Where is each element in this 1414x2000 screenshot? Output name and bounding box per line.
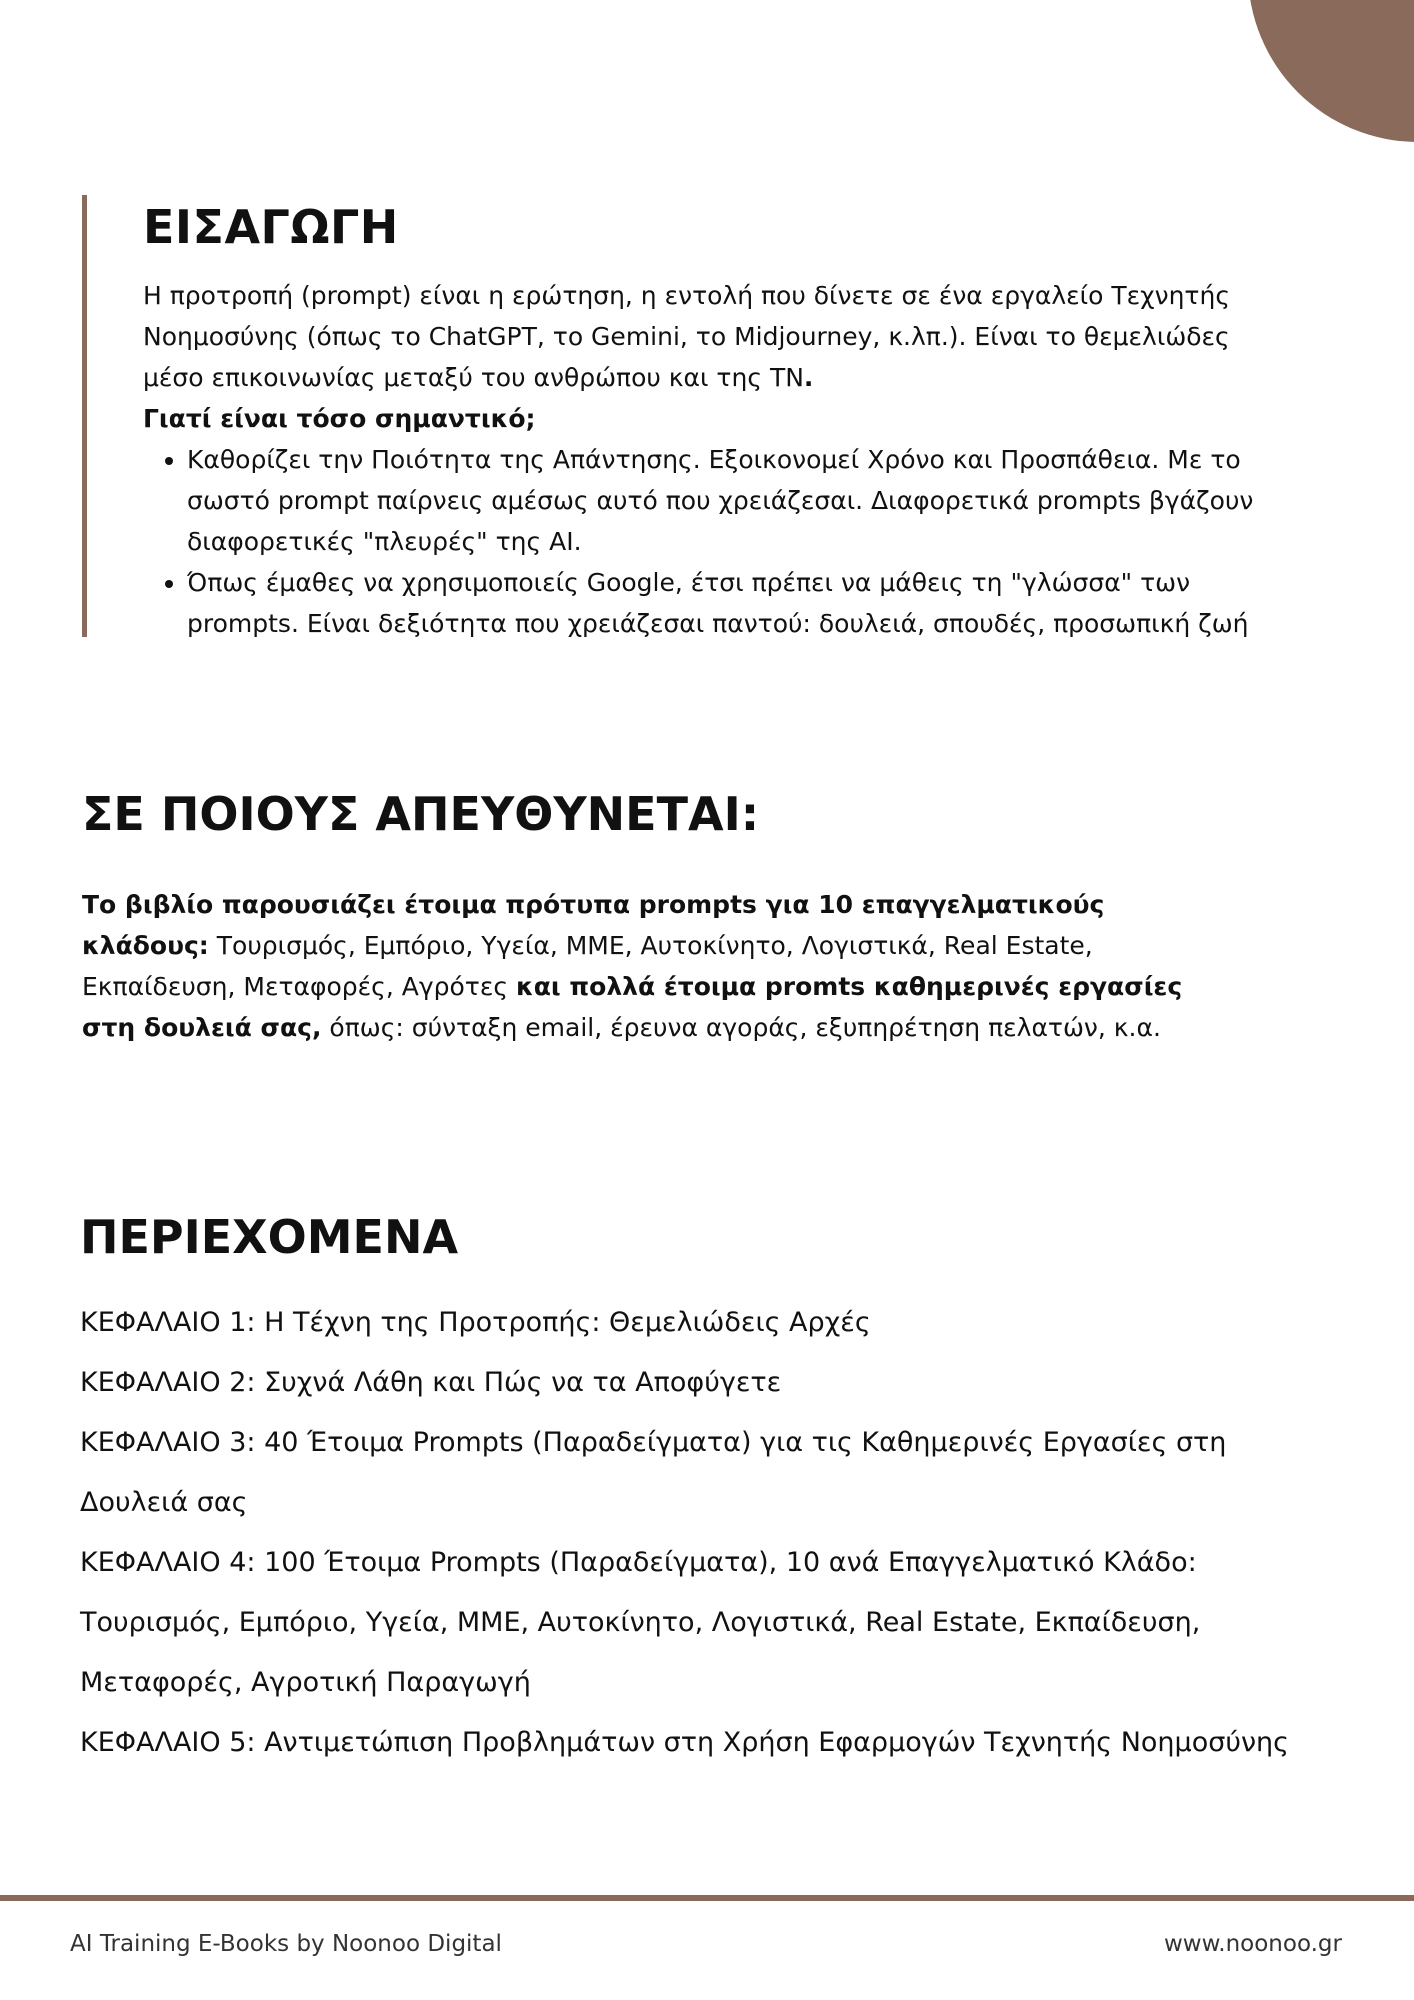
footer-divider [0,1895,1414,1901]
intro-paragraph [143,275,1243,398]
contents-title: ΠΕΡΙΕΧΟΜΕΝΑ [80,1210,459,1264]
intro-title: ΕΙΣΑΓΩΓΗ [143,200,399,254]
decorative-corner-circle [1248,0,1414,142]
intro-bullet-item: • Όπως έμαθες να χρησιμοποιείς Google, έτσι πρέπει να μάθεις τη "γλώσσα" των prompts. Είναι δεξιότητα που χρειάζεσαι παντού: δουλειά, σπουδές, προσωπική ζωή [187,562,1277,644]
audience-paragraph [82,884,1202,1048]
footer-website-link[interactable]: www.noonoo.gr [1163,1931,1342,1957]
chapter-item: ΚΕΦΑΛΑΙΟ 1: Η Τέχνη της Προτροπής: Θεμελιώδεις Αρχές [80,1307,871,1338]
contents-section [80,1205,1340,1773]
audience-bold-middle: και πολλά έτοιμα promts καθημερινές εργασίες στη δουλειά σας, [82,972,1183,1042]
audience-title: ΣΕ ΠΟΙΟΥΣ ΑΠΕΥΘΥΝΕΤΑΙ: [82,787,760,841]
chapter-item: ΚΕΦΑΛΑΙΟ 3: 40 Έτοιμα Prompts (Παραδείγματα) για τις Καθημερινές Εργασίες στη Δουλειά σας [80,1427,1227,1518]
intro-bullet-item: • Καθορίζει την Ποιότητα της Απάντησης. Εξοικονομεί Χρόνο και Προσπάθεια. Με το σωστό prompt παίρνεις αμέσως αυτό που χρειάζεσαι. Διαφορετικά prompts βγάζουν διαφορετικές "πλευρές" της AI. [187,439,1277,562]
intro-section [82,195,1282,637]
footer-brand-text: AI Training E-Books by Noonoo Digital [70,1931,502,1957]
audience-section [82,782,1202,1048]
intro-paragraph-text: Η προτροπή (prompt) είναι η ερώτηση, η εντολή που δίνετε σε ένα εργαλείο Τεχνητής Νοημοσύνης (όπως το ChatGPT, το Gemini, το Midjourney, κ.λπ.). Είναι το θεμελιώδες μέσο επικοινωνίας μεταξύ του ανθρώπου και της ΤΝ [143,281,1230,392]
chapter-list [80,1293,1340,1773]
why-important-heading: Γιατί είναι τόσο σημαντικό; [143,404,536,433]
audience-bold-intro: Το βιβλίο παρουσιάζει έτοιμα πρότυπα prompts για 10 επαγγελματικούς κλάδους: [82,890,1105,960]
audience-examples: όπως: σύνταξη email, έρευνα αγοράς, εξυπηρέτηση πελατών, κ.α. [321,1013,1161,1042]
intro-paragraph-end: . [803,363,814,392]
chapter-item: ΚΕΦΑΛΑΙΟ 2: Συχνά Λάθη και Πώς να τα Αποφύγετε [80,1367,782,1398]
intro-bullet-list [143,439,1277,644]
audience-sectors: Τουρισμός, Εμπόριο, Υγεία, ΜΜΕ, Αυτοκίνητο, Λογιστικά, Real Estate, Εκπαίδευση, Μεταφορές, Αγρότες [82,931,1093,1001]
chapter-item: ΚΕΦΑΛΑΙΟ 5: Αντιμετώπιση Προβλημάτων στη Χρήση Εφαρμογών Τεχνητής Νοημοσύνης [80,1727,1290,1758]
chapter-item: ΚΕΦΑΛΑΙΟ 4: 100 Έτοιμα Prompts (Παραδείγματα), 10 ανά Επαγγελματικό Κλάδο: Τουρισμός, Εμπόριο, Υγεία, ΜΜΕ, Αυτοκίνητο, Λογιστικά, Real Estate, Εκπαίδευση, Μεταφορές, Αγροτική Παραγωγή [80,1547,1201,1698]
